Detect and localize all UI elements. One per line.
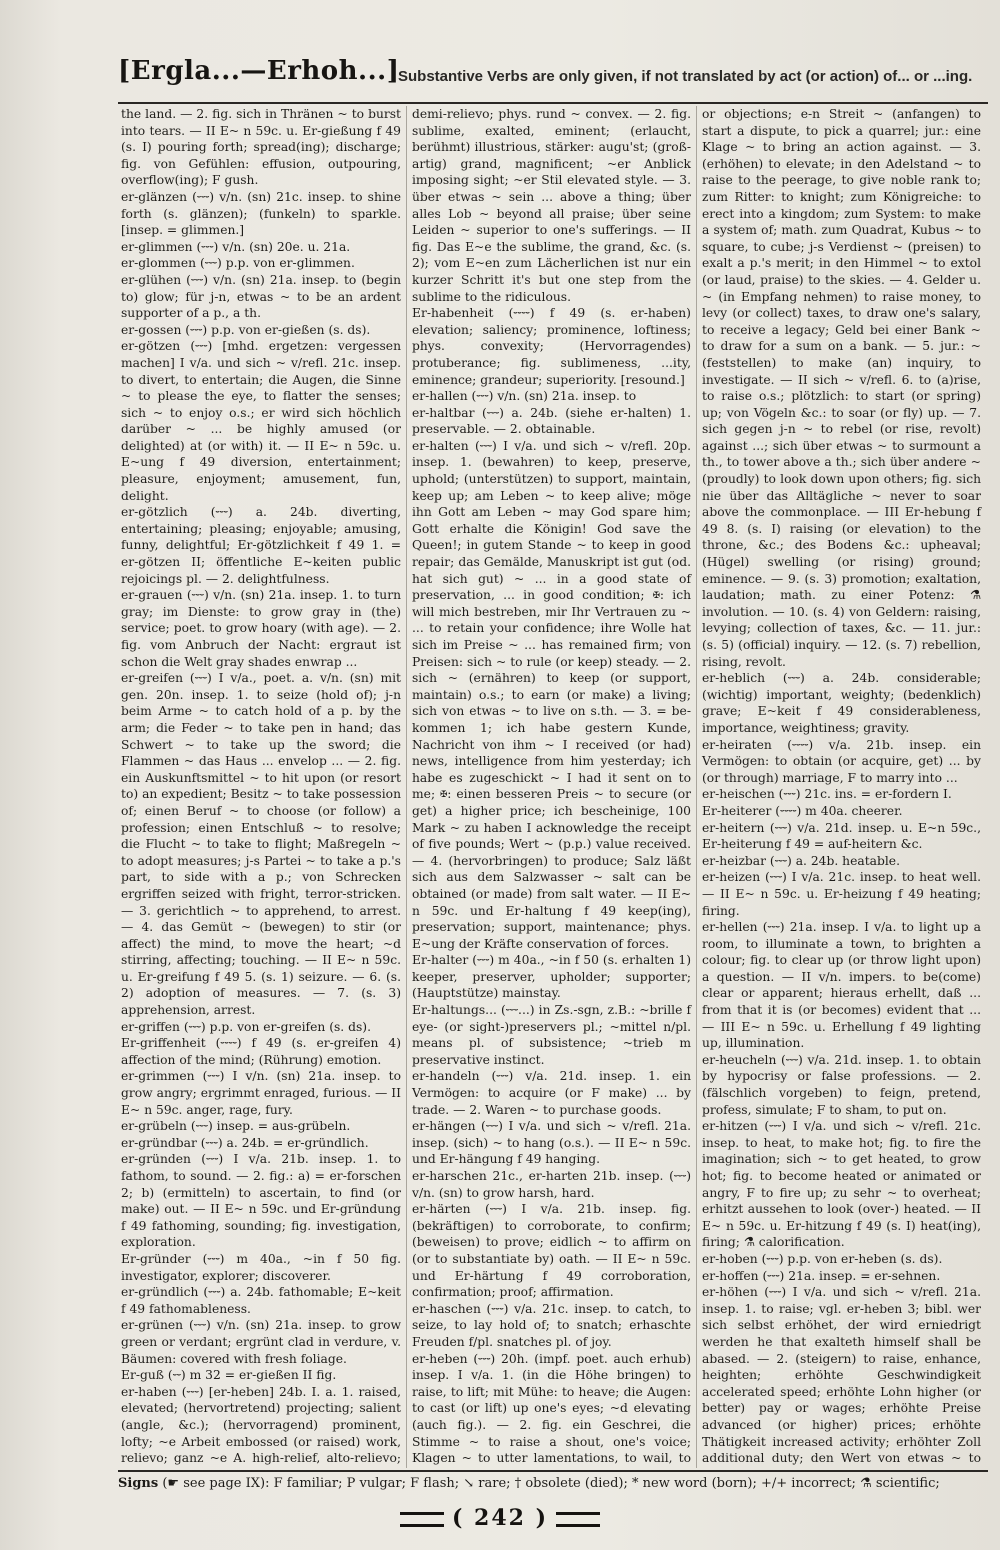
dictionary-entry: demi-relievo; phys. rund ~ convex. — 2. fig. sublime, exalted, eminent; (erlaucht, berühmt) illustrious, stärker: augu'st; (groß-artig) grand, magnificent; ~er Anblick imposing sight; ~er Stil elevated style. — 3. über etwas ~ sein ... above a thing; über alles Lob ~ beyond all praise; über seine Leiden ~ superior to one's sufferings. — II fig. Das E~e the sublime, the grand, &c. (s. 2); vom E~en zum Lächerlichen ist nur ein kurzer Schritt it's but one step from the sublime to the ridiculous. — [412, 107, 691, 304]
dictionary-entry: Er-gründer (⏑⏑⏑) m 40a., ~in f 50 fig. investigator, explorer; discoverer. — [121, 1251, 401, 1283]
dictionary-entry: er-griffen (⏑⏑⏑) p.p. von er-greifen (s. ds). — [121, 1019, 372, 1034]
dictionary-entry: er-gründen (⏑⏑⏑) I v/a. 21b. insep. 1. to fathom, to sound. — 2. fig.: a) = er-forschen 2; b) (ermitteln) to ascertain, to find (or make) out. — II E~ n 59c. und Er-gründung f 49 fathoming, sounding; fig. investigation, exploration. — [121, 1152, 401, 1250]
dictionary-entry: Er-griffenheit (⏑⏑⏑⏑) f 49 (s. er-greifen 4) affection of the mind; (Rührung) emotion. — [121, 1036, 401, 1067]
dictionary-entry: er-heblich (⏑⏑⏑) a. 24b. considerable; (wichtig) important, weighty; (bedenklich) grave; E~keit f 49 considerableness, importance, weightiness; gravity. — [702, 671, 981, 735]
dictionary-entry: Er-habenheit (⏑⏑⏑⏑) f 49 (s. er-haben) elevation; saliency; prominence, loftiness; phys. convexity; (Hervorragendes) protuberance; fig. sublimeness, ...ity, eminence; grandeur; superiority. [resound.] — [412, 306, 691, 387]
hand-pointer-icon: (☛ — [162, 1476, 180, 1491]
dictionary-entry: er-harschen 21c., er-harten 21b. insep. (⏑⏑⏑) v/n. (sn) to grow harsh, hard. — [412, 1169, 691, 1200]
page-header — [118, 56, 988, 104]
signs-ref: see page IX — [183, 1476, 261, 1491]
dictionary-entry: er-haben (⏑⏑⏑) [er-heben] 24b. I. a. 1. raised, elevated; (hervortretend) projecting; salient (angle, &c.); (hervorragend) prominent, lofty; ~e Arbeit embossed (or raised) work, relievo; ganz ~e A. high-relief, alto-relievo; — [121, 1384, 401, 1466]
dictionary-entry: er-greifen (⏑⏑⏑) I v/a., poet. a. v/n. (sn) mit gen. 20n. insep. 1. to seize (hold of); j-n beim Arme ~ to catch hold of a p. by the arm; die Feder ~ to take pen in hand; das Schwert ~ to take up the sword; die Flammen ~ das Haus ... envelop ... — 2. fig. ein Auskunftsmittel ~ to hit upon (or resort to) an expedient; Besitz ~ to take possession of; einen Beruf ~ to choose (or follow) a profession; einen Entschluß ~ to resolve; die Flucht ~ to take to flight; Maßregeln ~ to adopt measures; j-s Partei ~ to take a p.'s part, to side with a p.; von Schrecken ergriffen seized with fright, terror-stricken. — 3. gerichtlich ~ to apprehend, to arrest. — 4. das Gemüt ~ (bewegen) to stir (or affect) the mind, to move the heart; ~d stirring, affecting; touching. — II E~ n 59c. u. Er-greifung f 49 5. (s. 1) seizure. — 6. (s. 2) adoption of measures. — 7. (s. 3) apprehension, arrest. — [121, 671, 401, 1018]
dictionary-entry: er-hallen (⏑⏑⏑) v/n. (sn) 21a. insep. to — [412, 389, 637, 404]
dictionary-entry: Er-heiterer (⏑⏑⏑⏑) m 40a. cheerer. — [702, 803, 903, 818]
dictionary-entry: er-härten (⏑⏑⏑) I v/a. 21b. insep. fig. (bekräftigen) to corroborate, to confirm; (beweisen) to prove; eidlich ~ to affirm on (or to substantiate by) oath. — II E~ n 59c. und Er-härtung f 49 corroboration, confirmation; proof; affirmation. — [412, 1202, 691, 1300]
dictionary-entry: er-hitzen (⏑⏑⏑) I v/a. und sich ~ v/refl. 21c. insep. to heat, to make hot; fig. to fire the imagination; sich ~ to get heated, to grow hot; fig. to become heated or animated or angry, F to fire up; zu sehr ~ to overheat; erhitzt aussehen to look (over-) heated. — II E~ n 59c. u. Er-hitzung f 49 (s. I) heat(ing), firing; ⚗ calorification. — [702, 1119, 981, 1250]
dictionary-entry: er-haltbar (⏑⏑⏑) a. 24b. (siehe er-halten) 1. preservable. — 2. obtainable. — [412, 405, 691, 437]
dictionary-entry: Er-haltungs... (⏑⏑⏑...) in Zs.-sgn, z.B.: ~brille f eye- (or sight-)preservers pl.; ~mittel n/pl. means pl. of subsistence; ~trieb m preservative instinct. — [412, 1003, 691, 1067]
dictionary-entry: or objections; e-n Streit ~ (anfangen) to start a dispute, to pick a quarrel; jur.: eine Klage ~ to bring an action against. — 3. (erhöhen) to elevate; in den Adelstand ~ to raise to the peerage, to give noble rank to; zum Ritter: to knight; zum Königreiche: to erect into a kingdom; zum System: to make a system of; math. zum Quadrat, Kubus ~ to square, to cube; j-s Verdienst ~ (preisen) to exalt a p.'s merit; in den Himmel ~ to extol (or laud, praise) to the skies. — 4. Gelder u. ~ (in Empfang nehmen) to raise money, to levy (or collect) taxes, to draw one's salary, to receive a legacy; Geld bei einer Bank ~ to draw for a sum on a bank. — 5. jur.: ~ (feststellen) to make (an) inquiry, to investigate. — II sich ~ v/refl. 6. to (a)rise, to raise o.s.; plötzlich: to start (or spring) up; von Vögeln &c.: to soar (or fly) up. — 7. sich gegen j-n ~ to rebel (or rise, revolt) against ...; sich über etwas ~ to surmount a th., to tower above a th.; sich über andere ~ (proudly) to look down upon others; fig. sich nie über das Alltägliche ~ never to soar above the commonplace. — III Er-hebung f 49 8. (s. I) raising (or elevation) to the throne, &c.; des Bodens &c.: upheaval; (Hügel) swelling (or rising) ground; eminence. — 9. (s. 3) promotion; exaltation, laudation; math. zu einer Potenz: ⚗ involution. — 10. (s. 4) von Geldern: raising, levying; collection of taxes, &c. — 11. jur.: (s. 5) (official) inquiry. — 12. (s. 7) rebellion, rising, revolt. — [702, 107, 981, 669]
dictionary-entry: Er-halter (⏑⏑⏑) m 40a., ~in f 50 (s. erhalten 1) keeper, preserver, upholder; supporter; (Hauptstütze) mainstay. — [412, 953, 691, 1001]
page-number-area — [0, 1505, 1000, 1531]
dictionary-entry: er-glänzen (⏑⏑⏑) v/n. (sn) 21c. insep. to shine forth (s. glänzen); (funkeln) to sparkle. [insep. = glimmen.] — [121, 189, 401, 238]
column-left — [116, 106, 406, 1468]
dictionary-entry: er-heizbar (⏑⏑⏑) a. 24b. heatable. — [702, 853, 900, 868]
dictionary-entry: the land. — 2. fig. sich in Thränen ~ to burst into tears. — II E~ n 59c. u. Er-gießung f 49 (s. I) pouring forth; spread(ing); discharge; fig. von Gefühlen: effusion, outpouring, overflow(ing); F gush. — [121, 107, 401, 188]
dictionary-entry: er-hängen (⏑⏑⏑) I v/a. und sich ~ v/refl. 21a. insep. (sich) ~ to hang (o.s.). — II E~ n 59c. und Er-hängung f 49 hanging. — [412, 1119, 691, 1167]
signs-legend: Signs (☛ see page IX): F familiar; P vulgar; F flash; ↘ rare; † obsolete (died); * new word (born); +/+ incorrect; ⚗ scientific; — [118, 1476, 940, 1491]
dictionary-entry: er-halten (⏑⏑⏑) I v/a. und sich ~ v/refl. 20p. insep. 1. (bewahren) to keep, preserve, uphold; (unterstützen) to support, maintain, keep up; am Leben ~ to keep alive; möge ihn Gott am Leben ~ may God spare him; Gott erhalte die Königin! God save the Queen!; in gutem Stande ~ to keep in good repair; das Gemälde, Manuskript ist gut (od. hat sich gut) ~ ... in a good state of preservation, ... in good condition; ✠: ich will mich bestreben, mir Ihr Vertrauen zu ~ ... to retain your confidence; ihre Wolle hat sich im Preise ~ ... has remained firm; von Preisen: sich ~ to rule (or keep) steady. — 2. sich ~ (ernähren) to keep (or support, maintain) o.s.; to earn (or make) a living; sich von etwas ~ to live on s.th. — 3. = be-kommen 1; ich habe gestern Kunde, Nachricht von ihm ~ I received (or had) news, intelligence from him yesterday; ich habe es zugeschickt ~ I had it sent on to me; ✠: einen besseren Preis ~ to secure (or get) a higher price; ich bescheinige, 100 Mark ~ zu haben I acknowledge the receipt of five pounds; Wert ~ (p.p.) value received. — 4. (hervorbringen) to produce; Salz läßt sich aus dem Salzwasser ~ salt can be obtained (or made) from salt water. — II E~ n 59c. und Er-haltung f 49 keep(ing), preservation; support, maintenance; phys. E~ung der Kräfte conservation of forces. — [412, 438, 691, 951]
dictionary-entry: er-glimmen (⏑⏑⏑) v/n. (sn) 20e. u. 21a. — [121, 239, 351, 254]
dictionary-entry: er-höhen (⏑⏑⏑) I v/a. und sich ~ v/refl. 21a. insep. 1. to raise; vgl. er-heben 3; bibl. wer sich selbst erhöhet, der wird erniedrigt werden he that exalteth himself shall be abased. — 2. (steigern) to raise, enhance, heighten; erhöhte Geschwindigkeit accelerated speed; erhöhte Lohn higher (or better) pay or wages; erhöhte Preise advanced (or higher) prices; erhöhte Thätigkeit increased activity; erhöhter Zoll additional duty; den Wert von etwas ~ to — [702, 1285, 981, 1466]
column-right — [696, 106, 986, 1468]
dictionary-entry: er-götzen (⏑⏑⏑) [mhd. ergetzen: vergessen machen] I v/a. und sich ~ v/refl. 21c. insep. to divert, to entertain; die Augen, die Sinne ~ to please the eye, to flatter the senses; sich ~ to enjoy o.s.; er wird sich höchlich darüber ~ ... be highly amused (or delighted) at (or with) it. — II E~ n 59c. u. E~ung f 49 diversion, entertainment; pleasure, enjoyment; amusement, fun, delight. — [121, 339, 401, 503]
dictionary-entry: er-haschen (⏑⏑⏑) v/a. 21c. insep. to catch, to seize, to lay hold of; to snatch; erhaschte Freuden f/pl. snatches pl. of joy. — [412, 1301, 691, 1349]
dictionary-entry: er-gründlich (⏑⏑⏑) a. 24b. fathomable; E~keit f 49 fathomableness. — [121, 1285, 401, 1316]
dictionary-entry: er-heizen (⏑⏑⏑) I v/a. 21c. insep. to heat well. — II E~ n 59c. u. Er-heizung f 49 heating; firing. — [702, 870, 981, 918]
dictionary-entry: Er-guß (⏑⏑) m 32 = er-gießen II fig. — [121, 1368, 337, 1383]
footer-rule — [118, 1470, 988, 1472]
dictionary-entry: er-glühen (⏑⏑⏑) v/n. (sn) 21a. insep. to (begin to) glow; für j-n, etwas ~ to be an ardent supporter of a p., a th. — [121, 272, 401, 321]
dictionary-entry: er-hellen (⏑⏑⏑) 21a. insep. I v/a. to light up a room, to illuminate a town, to brighten a colour; fig. to clear up (or throw light upon) a question. — II v/n. impers. to be(come) clear or apparent; hieraus erhellt, daß ... from that it is (or becomes) evident that ... — III E~ n 59c. u. Erhellung f 49 lighting up, illumination. — [702, 920, 981, 1051]
dictionary-entry: er-heben (⏑⏑⏑) 20h. (impf. poet. auch erhub) insep. I v/a. 1. (in die Höhe bringen) to raise, to lift; mit Mühe: to heave; die Augen: to cast (or lift) up one's eyes; ~d elevating (auch fig.). — 2. fig. ein Geschrei, die Stimme ~ to raise a shout, one's voice; Klagen ~ to utter lamentations, to wail, to — [412, 1351, 691, 1466]
column-middle — [406, 106, 696, 1468]
dictionary-entry: er-hoben (⏑⏑⏑) p.p. von er-heben (s. ds). — [702, 1251, 943, 1266]
ornament-bar-left — [400, 1512, 444, 1527]
header-note: Substantive Verbs are only given, if not translated by act (or action) of... or ...ing. — [398, 68, 973, 85]
dictionary-entry: er-gründbar (⏑⏑⏑) a. 24b. = er-gründlich. — [121, 1135, 369, 1150]
running-head: [Ergla...—Erhoh...] — [118, 56, 400, 86]
dictionary-entry: er-gossen (⏑⏑⏑) p.p. von er-gießen (s. ds). — [121, 322, 371, 337]
ornament-bar-right — [556, 1512, 600, 1527]
dictionary-entry: er-grauen (⏑⏑⏑) v/n. (sn) 21a. insep. 1. to turn gray; im Dienste: to grow gray in (the) service; poet. to grow hoary (with age). — 2. fig. vom Anbruch der Nacht: ergraut ist schon die Welt gray shades enwrap ... — [121, 588, 401, 669]
dictionary-entry: er-heitern (⏑⏑⏑) v/a. 21d. insep. u. E~n 59c., Er-heiterung f 49 = auf-heitern &c. — [702, 820, 981, 852]
dictionary-entry: er-götzlich (⏑⏑⏑) a. 24b. diverting, entertaining; pleasing; enjoyable; amusing, funny, delightful; Er-götzlichkeit f 49 1. = er-götzen II; öffentliche E~keiten public rejoicings pl. — 2. delightfulness. — [121, 505, 401, 586]
dictionary-entry: er-handeln (⏑⏑⏑) v/a. 21d. insep. 1. ein Vermögen: to acquire (or F make) ... by trade. — 2. Waren ~ to purchase goods. — [412, 1069, 691, 1117]
dictionary-entry: er-heiraten (⏑⏑⏑⏑) v/a. 21b. insep. ein Vermögen: to obtain (or acquire, get) ... by (or through) marriage, F to marry into ... — [702, 737, 981, 785]
page-number: ( 242 ) — [451, 1505, 549, 1531]
columns — [116, 106, 988, 1468]
dictionary-entry: er-hoffen (⏑⏑⏑) 21a. insep. = er-sehnen. — [702, 1268, 941, 1283]
dictionary-entry: er-grünen (⏑⏑⏑) v/n. (sn) 21a. insep. to grow green or verdant; ergrünt clad in verdure, v. Bäumen: covered with fresh foliage. — [121, 1318, 401, 1366]
signs-label: Signs — [118, 1476, 159, 1491]
dictionary-entry: er-heucheln (⏑⏑⏑) v/a. 21d. insep. 1. to obtain by hypocrisy or false professions. — 2. (fälschlich vorgeben) to feign, pretend, profess, simulate; F to sham, to put on. — [702, 1052, 981, 1117]
dictionary-entry: er-glommen (⏑⏑⏑) p.p. von er-glimmen. — [121, 256, 355, 271]
dictionary-entry: er-grübeln (⏑⏑⏑) insep. = aus-grübeln. — [121, 1119, 351, 1134]
signs-text: : F familiar; P vulgar; F flash; ↘ rare; † obsolete (died); * new word (born); +/+ incorrect; ⚗ scientific; — [265, 1476, 940, 1491]
dictionary-entry: er-heischen (⏑⏑⏑) 21c. ins. = er-fordern I. — [702, 787, 952, 802]
dictionary-entry: er-grimmen (⏑⏑⏑) I v/n. (sn) 21a. insep. to grow angry; ergrimmt enraged, furious. — II E~ n 59c. anger, rage, fury. — [121, 1069, 401, 1117]
